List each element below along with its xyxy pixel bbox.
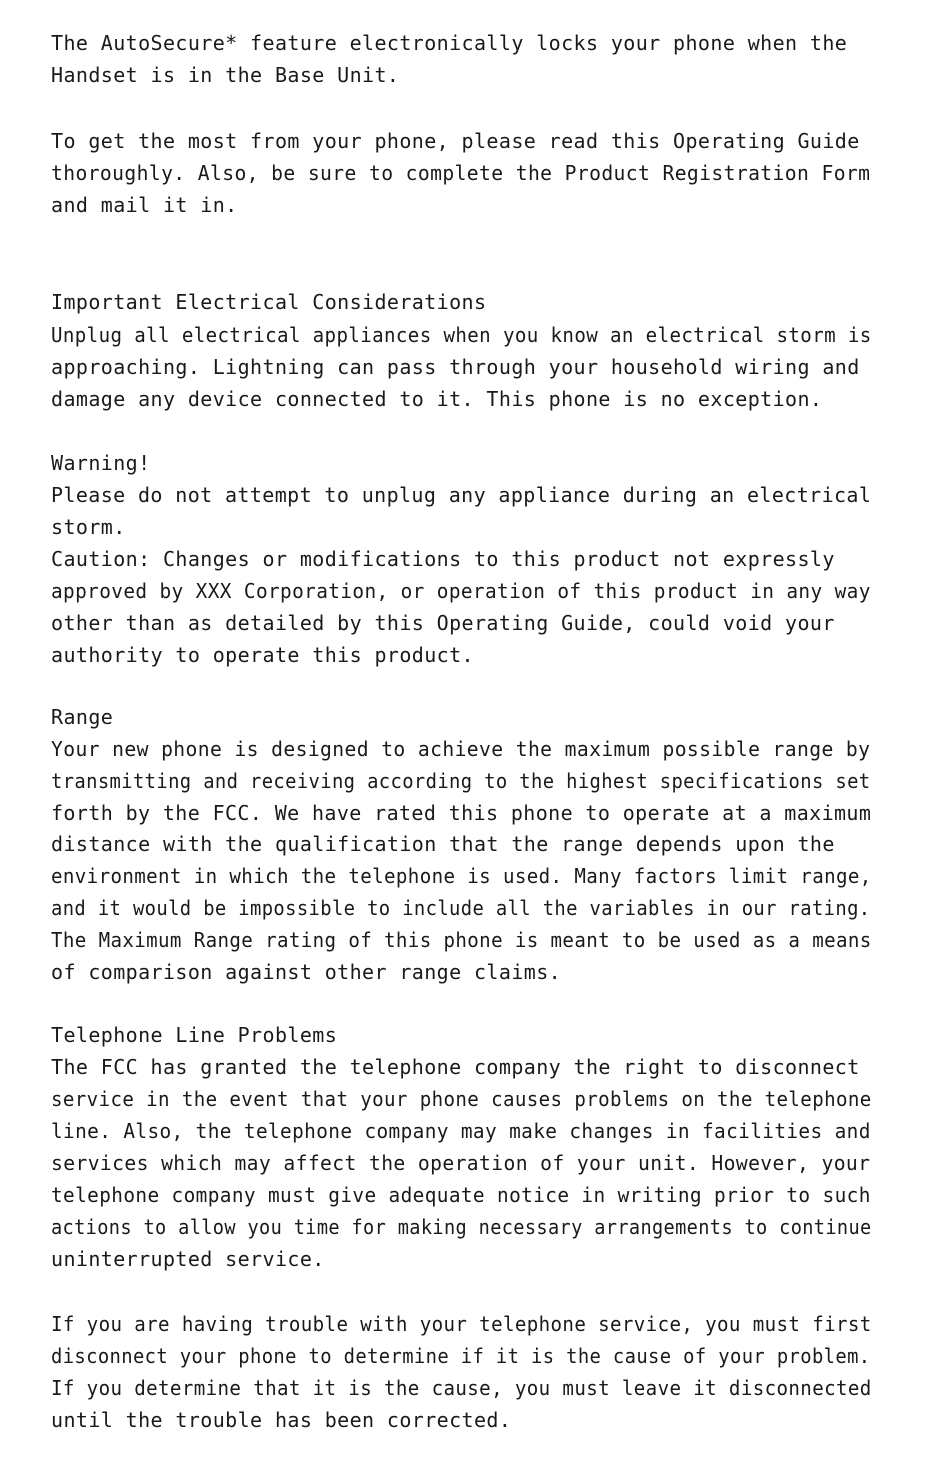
caution-line: approved by XXX Corporation, or operation of this product in any way xyxy=(51,579,871,603)
range-line: transmitting and receiving according to the highest specifications set xyxy=(51,769,871,793)
line-problems-line: line. Also, the telephone company may make changes in facilities and xyxy=(51,1119,871,1143)
intro-line: The AutoSecure* feature electronically locks your phone when the xyxy=(51,31,848,55)
electrical-heading: Important Electrical Considerations xyxy=(51,290,487,314)
line-problems-line: service in the event that your phone causes problems on the telephone xyxy=(51,1087,872,1111)
range-line: distance with the qualification that the range depends upon the xyxy=(51,832,835,856)
range-line: Your new phone is designed to achieve the maximum possible range by xyxy=(51,737,871,761)
range-line: The Maximum Range rating of this phone is meant to be used as a means xyxy=(51,928,872,952)
electrical-line: Unplug all electrical appliances when you know an electrical storm is xyxy=(51,323,872,347)
electrical-line: approaching. Lightning can pass through your household wiring and xyxy=(51,355,860,379)
range-line: and it would be impossible to include all the variables in our rating. xyxy=(51,896,871,920)
caution-line: authority to operate this product. xyxy=(51,643,474,667)
warning-line: Please do not attempt to unplug any appliance during an electrical xyxy=(51,483,872,507)
guide-note-line: To get the most from your phone, please read this Operating Guide xyxy=(51,129,860,153)
range-heading: Range xyxy=(51,705,114,729)
range-line: environment in which the telephone is used. Many factors limit range, xyxy=(51,864,872,888)
trouble-line: If you are having trouble with your telephone service, you must first xyxy=(51,1312,872,1336)
line-problems-line: services which may affect the operation of your unit. However, your xyxy=(51,1151,871,1175)
line-problems-line: uninterrupted service. xyxy=(51,1247,325,1271)
line-problems-line: The FCC has granted the telephone company the right to disconnect xyxy=(51,1055,860,1079)
caution-line: Caution: Changes or modifications to this product not expressly xyxy=(51,547,835,571)
trouble-line: disconnect your phone to determine if it is the cause of your problem. xyxy=(51,1344,871,1368)
trouble-line: until the trouble has been corrected. xyxy=(51,1408,512,1432)
line-problems-line: actions to allow you time for making necessary arrangements to continue xyxy=(51,1215,872,1239)
intro-line: Handset is in the Base Unit. xyxy=(51,63,400,87)
guide-note-line: thoroughly. Also, be sure to complete the Product Registration Form xyxy=(51,161,871,185)
line-problems-line: telephone company must give adequate notice in writing prior to such xyxy=(51,1183,871,1207)
range-line: forth by the FCC. We have rated this phone to operate at a maximum xyxy=(51,801,872,825)
guide-note-line: and mail it in. xyxy=(51,193,238,217)
trouble-line: If you determine that it is the cause, you must leave it disconnected xyxy=(51,1376,872,1400)
line-problems-heading: Telephone Line Problems xyxy=(51,1023,338,1047)
electrical-line: damage any device connected to it. This phone is no exception. xyxy=(51,387,823,411)
warning-heading: Warning! xyxy=(51,451,151,475)
caution-line: other than as detailed by this Operating Guide, could void your xyxy=(51,611,835,635)
range-line: of comparison against other range claims. xyxy=(51,960,562,984)
warning-line: storm. xyxy=(51,515,126,539)
